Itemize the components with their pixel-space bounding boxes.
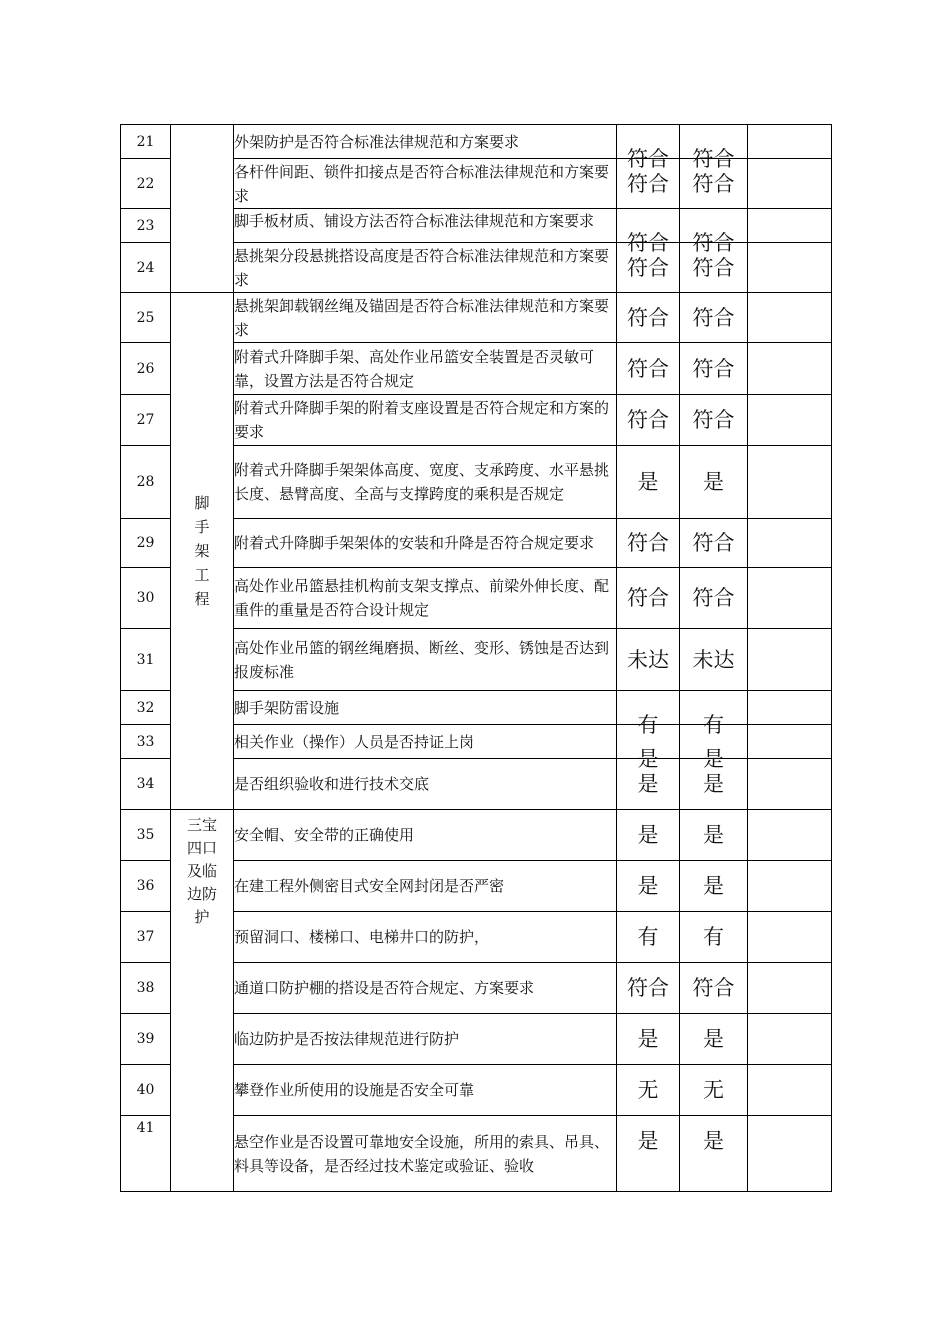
result-1: 是 — [617, 1014, 680, 1065]
result-1-text: 符合 — [627, 231, 669, 255]
check-item: 高处作业吊篮悬挂机构前支架支撑点、前梁外伸长度、配重件的重量是否符合设计规定 — [234, 568, 617, 629]
table-row — [121, 125, 832, 159]
row-number: 40 — [121, 1065, 171, 1116]
check-item: 高处作业吊篮的钢丝绳磨损、断丝、变形、锈蚀是否达到报废标准 — [234, 629, 617, 691]
result-1: 符合 — [617, 343, 680, 395]
result-2: 无 — [680, 1065, 748, 1116]
category-scaffold — [171, 293, 234, 810]
category-protection-label: 三宝四口及临边防护 — [186, 816, 217, 926]
result-1: 符合 — [617, 243, 680, 293]
check-item: 攀登作业所使用的设施是否安全可靠 — [234, 1065, 617, 1116]
check-item: 悬空作业是否设置可靠地安全设施，所用的索具、吊具、料具等设备，是否经过技术鉴定或验证、验收 — [234, 1116, 617, 1192]
result-3 — [748, 912, 832, 963]
row-number: 30 — [121, 568, 171, 629]
result-1-text: 符合 — [627, 147, 669, 171]
result-1: 符合 — [617, 519, 680, 568]
result-3 — [748, 963, 832, 1014]
table-row — [121, 810, 832, 861]
result-2: 未达 — [680, 629, 748, 691]
result-3 — [748, 395, 832, 446]
result-1: 是 — [617, 1116, 680, 1192]
result-1: 符合 — [617, 568, 680, 629]
result-2-text: 有 — [703, 713, 724, 737]
result-1 — [617, 209, 680, 255]
result-3 — [748, 125, 832, 159]
result-3 — [748, 810, 832, 861]
category-cell — [171, 125, 234, 293]
result-3 — [748, 1014, 832, 1065]
result-2: 符合 — [680, 568, 748, 629]
row-number: 22 — [121, 159, 171, 209]
row-number: 21 — [121, 125, 171, 159]
result-3 — [748, 725, 832, 759]
result-2: 符合 — [680, 293, 748, 343]
result-3 — [748, 159, 832, 209]
result-2: 符合 — [680, 395, 748, 446]
result-2: 符合 — [680, 343, 748, 395]
check-item: 悬挑架卸载钢丝绳及锚固是否符合标准法律规范和方案要求 — [234, 293, 617, 343]
row-number: 28 — [121, 446, 171, 519]
result-2: 是 — [680, 861, 748, 912]
check-item: 附着式升降脚手架的附着支座设置是否符合规定和方案的要求 — [234, 395, 617, 446]
result-1-text: 有 — [637, 713, 659, 737]
result-3 — [748, 343, 832, 395]
check-item: 附着式升降脚手架架体的安装和升降是否符合规定要求 — [234, 519, 617, 568]
result-2-text: 符合 — [692, 231, 735, 255]
check-item: 悬挑架分段悬挑搭设高度是否符合标准法律规范和方案要求 — [234, 243, 617, 293]
category-scaffold-label: 脚手架工程 — [194, 494, 210, 608]
check-item: 通道口防护棚的搭设是否符合规定、方案要求 — [234, 963, 617, 1014]
row-number: 27 — [121, 395, 171, 446]
result-1: 是 — [617, 810, 680, 861]
result-3 — [748, 629, 832, 691]
result-3 — [748, 293, 832, 343]
result-1 — [617, 125, 680, 171]
result-2 — [680, 125, 748, 171]
result-2: 有 — [680, 912, 748, 963]
result-3 — [748, 568, 832, 629]
check-item — [234, 209, 617, 243]
check-item: 是否组织验收和进行技术交底 — [234, 759, 617, 810]
check-item: 相关作业（操作）人员是否持证上岗 — [234, 725, 617, 759]
check-item: 附着式升降脚手架、高处作业吊篮安全装置是否灵敏可靠，设置方法是否符合规定 — [234, 343, 617, 395]
result-3 — [748, 446, 832, 519]
check-item-text: 脚手板材质、铺设方法否符合标准法律规范和方案要求 — [234, 212, 595, 230]
result-3 — [748, 209, 832, 243]
check-item: 各杆件间距、锁件扣接点是否符合标准法律规范和方案要求 — [234, 159, 617, 209]
result-2: 符合 — [680, 519, 748, 568]
result-2: 是 — [680, 1116, 748, 1192]
check-item: 临边防护是否按法律规范进行防护 — [234, 1014, 617, 1065]
result-1: 有 — [617, 912, 680, 963]
check-item: 外架防护是否符合标准法律规范和方案要求 — [234, 125, 617, 159]
row-number: 38 — [121, 963, 171, 1014]
row-number: 33 — [121, 725, 171, 759]
check-item: 脚手架防雷设施 — [234, 691, 617, 725]
check-item: 在建工程外侧密目式安全网封闭是否严密 — [234, 861, 617, 912]
result-1 — [617, 691, 680, 737]
result-1: 符合 — [617, 395, 680, 446]
result-3 — [748, 1065, 832, 1116]
row-number: 31 — [121, 629, 171, 691]
result-2: 符合 — [680, 159, 748, 209]
check-item: 安全帽、安全带的正确使用 — [234, 810, 617, 861]
inspection-table — [120, 124, 832, 1192]
row-number: 39 — [121, 1014, 171, 1065]
result-1-text: 是 — [637, 747, 659, 771]
result-2: 是 — [680, 1014, 748, 1065]
result-2 — [680, 691, 748, 737]
result-2-text: 是 — [703, 747, 724, 771]
result-2-text: 符合 — [692, 147, 735, 171]
row-number: 25 — [121, 293, 171, 343]
result-1: 是 — [617, 759, 680, 810]
result-3 — [748, 243, 832, 293]
result-1: 是 — [617, 446, 680, 519]
check-item: 预留洞口、楼梯口、电梯井口的防护， — [234, 912, 617, 963]
row-number: 41 — [121, 1116, 171, 1192]
result-1: 符合 — [617, 159, 680, 209]
row-number: 36 — [121, 861, 171, 912]
result-3 — [748, 519, 832, 568]
result-2 — [680, 209, 748, 255]
result-1: 是 — [617, 861, 680, 912]
result-3 — [748, 691, 832, 725]
check-item: 附着式升降脚手架架体高度、宽度、支承跨度、水平悬挑长度、悬臂高度、全高与支撑跨度的乘积是否规定 — [234, 446, 617, 519]
row-number: 37 — [121, 912, 171, 963]
row-number: 24 — [121, 243, 171, 293]
row-number: 23 — [121, 209, 171, 243]
row-number: 32 — [121, 691, 171, 725]
table-row — [121, 293, 832, 343]
result-3 — [748, 861, 832, 912]
result-2: 符合 — [680, 963, 748, 1014]
row-number: 34 — [121, 759, 171, 810]
row-number: 35 — [121, 810, 171, 861]
result-3 — [748, 1116, 832, 1192]
row-number: 26 — [121, 343, 171, 395]
result-3 — [748, 759, 832, 810]
row-number: 29 — [121, 519, 171, 568]
result-2: 是 — [680, 810, 748, 861]
result-2: 是 — [680, 759, 748, 810]
result-2: 符合 — [680, 243, 748, 293]
result-1: 无 — [617, 1065, 680, 1116]
result-1: 符合 — [617, 293, 680, 343]
result-1: 符合 — [617, 963, 680, 1014]
category-protection — [171, 810, 234, 1192]
result-2: 是 — [680, 446, 748, 519]
result-1: 未达 — [617, 629, 680, 691]
